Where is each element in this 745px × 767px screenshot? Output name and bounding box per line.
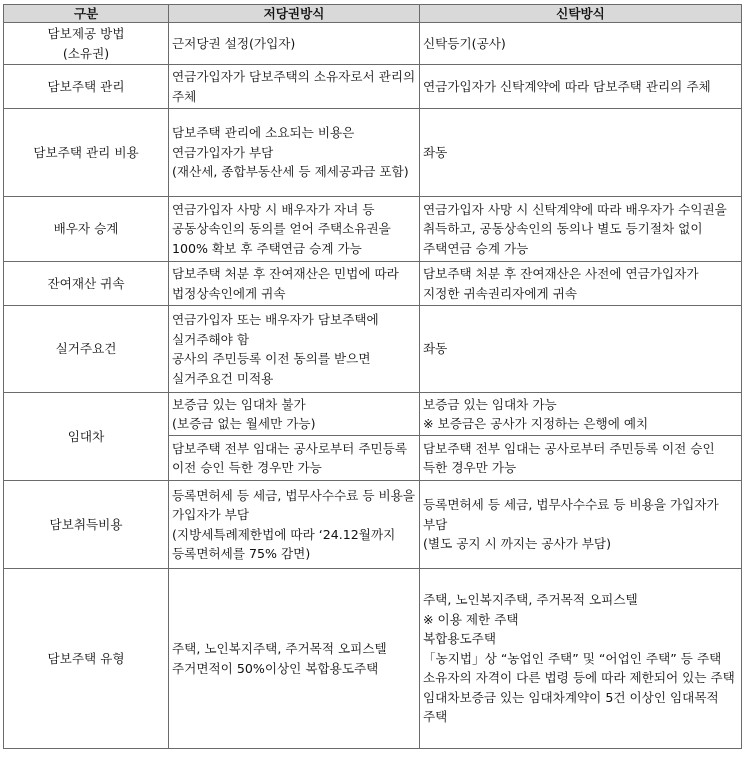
header-category: 구분 bbox=[4, 5, 169, 23]
trust-text: 연금가입자가 신탁계약에 따라 담보주택 관리의 주체 bbox=[423, 78, 711, 94]
trust-text: ※ 보증금은 공사가 지정하는 은행에 예치 bbox=[423, 416, 649, 431]
category-text: 담보취득비용 bbox=[49, 516, 123, 532]
category-text: 임대차 bbox=[67, 428, 105, 444]
category-cell bbox=[4, 306, 169, 393]
trust-cell bbox=[420, 109, 742, 197]
trust-text: 주택, 노인복지주택, 주거목적 오피스텔 bbox=[423, 592, 638, 608]
mortgage-cell bbox=[169, 23, 420, 65]
mortgage-text: 근저당권 설정(가입자) bbox=[172, 35, 296, 51]
mortgage-text: 담보주택 관리에 소요되는 비용은 연금가입자가 부담 bbox=[172, 125, 355, 160]
row-housing-management bbox=[4, 65, 742, 109]
category-cell bbox=[4, 197, 169, 262]
row-collateral-method bbox=[4, 23, 742, 65]
mortgage-text: 담보주택 처분 후 잔여재산은 민법에 따라 법정상속인에게 귀속 bbox=[172, 266, 399, 301]
category-text: 실거주요건 bbox=[55, 341, 117, 357]
category-text: 담보주택 유형 bbox=[47, 650, 125, 666]
trust-cell bbox=[420, 23, 742, 65]
trust-text: 좌동 bbox=[423, 341, 448, 357]
mortgage-cell bbox=[169, 569, 420, 749]
category-cell bbox=[4, 393, 169, 481]
category-text: 담보주택 관리 비용 bbox=[33, 144, 139, 160]
row-housing-type bbox=[4, 569, 742, 749]
trust-text: 등록면허세 등 세금, 법무사수수료 등 비용을 가입자가 부담 bbox=[423, 497, 719, 532]
mortgage-text: 연금가입자 또는 배우자가 담보주택에 실거주해야 함 bbox=[172, 312, 379, 347]
trust-cell bbox=[420, 262, 742, 306]
trust-cell bbox=[420, 481, 742, 569]
mortgage-cell bbox=[169, 393, 420, 436]
mortgage-cell bbox=[169, 65, 420, 109]
category-text: 담보주택 관리 bbox=[47, 78, 125, 94]
trust-cell bbox=[420, 306, 742, 393]
mortgage-cell bbox=[169, 197, 420, 262]
mortgage-text: 주택, 노인복지주택, 주거목적 오피스텔 bbox=[172, 641, 387, 656]
trust-text: 담보주택 처분 후 잔여재산은 사전에 연금가입자가 지정한 귀속권리자에게 귀속 bbox=[423, 266, 699, 301]
category-cell bbox=[4, 23, 169, 65]
trust-text: 임대차보증금 있는 임대차계약이 5건 이상인 임대목적 주택 bbox=[423, 689, 719, 725]
category-cell bbox=[4, 262, 169, 306]
trust-text: 보증금 있는 임대차 가능 bbox=[423, 396, 557, 412]
mortgage-text: 보증금 있는 임대차 불가 bbox=[172, 396, 306, 412]
mortgage-text: (지방세특례제한법에 따라 ‘24.12월까지 등록면허세를 75% 감면) bbox=[172, 526, 396, 561]
trust-text: 복합용도주택 bbox=[423, 631, 496, 647]
mortgage-text: 연금가입자 사망 시 배우자가 자녀 등 공동상속인의 동의를 얻어 주택소유권을 100% 확보 후 주택연금 승계 가능 bbox=[172, 201, 391, 256]
mortgage-text: 주거면적이 50%이상인 복합용도주택 bbox=[172, 660, 379, 676]
trust-cell bbox=[420, 65, 742, 109]
category-text: (소유권) bbox=[62, 45, 110, 61]
row-acquisition-cost bbox=[4, 481, 742, 569]
trust-text: 「농지법」상 “농업인 주택” 및 “어업인 주택” 등 주택 소유자의 자격이 다른 법령 등에 따라 제한되어 있는 주택 bbox=[423, 650, 735, 686]
trust-text: 연금가입자 사망 시 신탁계약에 따라 배우자가 수익권을 취득하고, 공동상속인의 동의나 별도 등기절차 없이 주택연금 승계 가능 bbox=[423, 201, 727, 256]
header-row bbox=[4, 5, 742, 23]
mortgage-text: 담보주택 전부 임대는 공사로부터 주민등록 이전 승인 득한 경우만 가능 bbox=[172, 440, 407, 475]
trust-text: 좌동 bbox=[423, 144, 448, 160]
category-text: 배우자 승계 bbox=[53, 221, 119, 237]
category-cell bbox=[4, 569, 169, 749]
category-cell bbox=[4, 109, 169, 197]
trust-text: (별도 공지 시 까지는 공사가 부담) bbox=[423, 536, 611, 552]
mortgage-text: 공사의 주민등록 이전 동의를 받으면 실거주요건 미적용 bbox=[172, 351, 371, 386]
mortgage-text: (보증금 없는 월세만 가능) bbox=[172, 416, 316, 431]
trust-cell bbox=[420, 436, 742, 481]
category-text: 잔여재산 귀속 bbox=[47, 275, 125, 291]
row-residual-property bbox=[4, 262, 742, 306]
trust-cell bbox=[420, 569, 742, 749]
mortgage-cell bbox=[169, 481, 420, 569]
header-mortgage-method: 저당권방식 bbox=[169, 5, 420, 23]
category-cell bbox=[4, 481, 169, 569]
trust-cell bbox=[420, 393, 742, 436]
mortgage-cell bbox=[169, 436, 420, 481]
comparison-table bbox=[3, 4, 742, 749]
mortgage-text: 연금가입자가 담보주택의 소유자로서 관리의 주체 bbox=[172, 69, 416, 104]
trust-cell bbox=[420, 197, 742, 262]
row-management-cost bbox=[4, 109, 742, 197]
mortgage-text: (재산세, 종합부동산세 등 제세공과금 포함) bbox=[172, 164, 409, 180]
category-cell bbox=[4, 65, 169, 109]
header-trust-method: 신탁방식 bbox=[420, 5, 742, 23]
mortgage-cell bbox=[169, 109, 420, 197]
mortgage-text: 등록면허세 등 세금, 법무사수수료 등 비용을 가입자가 부담 bbox=[172, 487, 415, 522]
row-lease bbox=[4, 393, 742, 436]
trust-text: ※ 이용 제한 주택 bbox=[423, 611, 519, 627]
trust-text: 신탁등기(공사) bbox=[423, 35, 506, 51]
mortgage-cell bbox=[169, 306, 420, 393]
mortgage-cell bbox=[169, 262, 420, 306]
row-residency-requirement bbox=[4, 306, 742, 393]
row-spouse-succession bbox=[4, 197, 742, 262]
category-text: 담보제공 방법 bbox=[47, 26, 125, 41]
trust-text: 담보주택 전부 임대는 공사로부터 주민등록 이전 승인 득한 경우만 가능 bbox=[423, 440, 715, 475]
